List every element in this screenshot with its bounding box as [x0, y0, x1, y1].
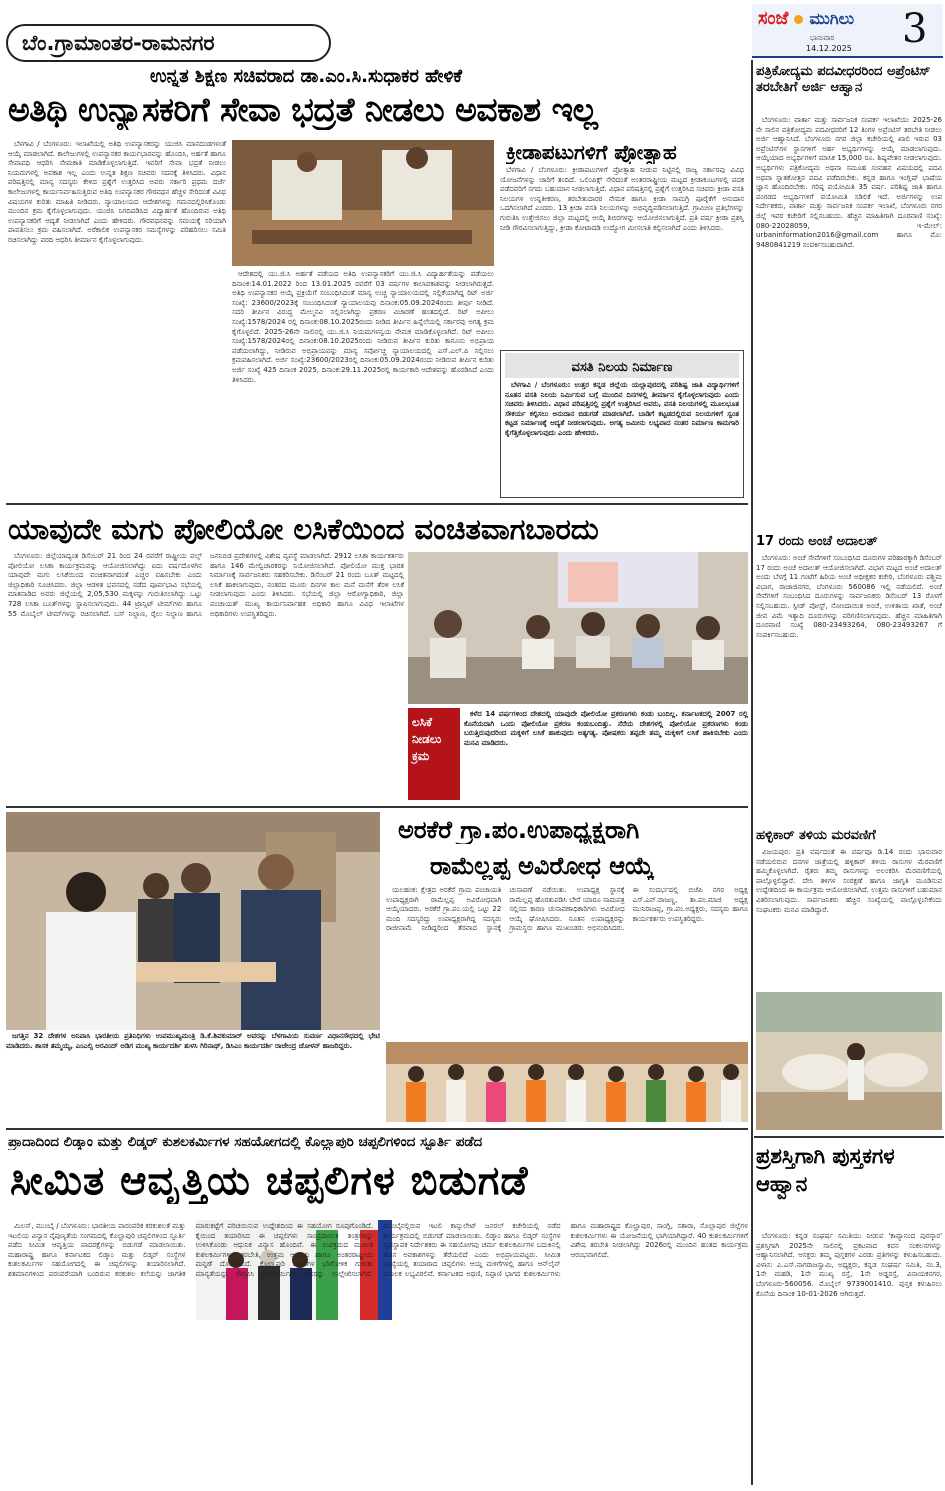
story2-body	[500, 166, 744, 348]
assembly-photo	[232, 140, 494, 266]
divider-2	[6, 806, 748, 808]
right-col-divider	[751, 60, 753, 1485]
story1-body-text: ಬೆಳಗಾವಿ / ಬೆಂಗಳೂರು: ಇಲಾಖೆಯಲ್ಲಿ ಅತಿಥಿ ಉಪನ್ಯಾಸಕರನ್ನು ಯುಜಿಸಿ ಮಾನದಂಡಗಳಂತೆ ಆಯ್ಕೆ ಮಾಡಲಾಗಿದೆ. ಕಾಲೇಜುಗಳಲ್ಲಿ ಉಪನ್ಯಾಸಕರ ಕಾರ್ಯಭಾರವನ್ನು ಹೊಂದಿಸಿ, ಅರ್ಹತೆ ಹಾಗೂ ಸೇವಾವಧಿ ಆಧರಿಸಿ ನೇಮಕಾತಿ ಮಾಡಿಕೊಳ್ಳಲಾಗುತ್ತಿದೆ. ಇವರಿಗೆ ಸೇವಾ ಭದ್ರತೆ ನೀಡಲು ನಿಯಮಗಳಲ್ಲಿ ಅವಕಾಶ ಇಲ್ಲ ಎಂದು ಉನ್ನತ ಶಿಕ್ಷಣ ಸಚಿವರು ಸದನಕ್ಕೆ ತಿಳಿಸಿದರು. ವಿಧಾನ ಪರಿಷತ್ತಿನಲ್ಲಿ ಮಾನ್ಯ ಸದಸ್ಯರು ಕೇಳಿದ ಪ್ರಶ್ನೆಗೆ ಉತ್ತರಿಸಿದ ಅವರು ಸರ್ಕಾರಿ ಪ್ರಥಮ ದರ್ಜೆ ಕಾಲೇಜುಗಳಲ್ಲಿ ಕಾರ್ಯನಿರ್ವಹಿಸುತ್ತಿರುವ ಅತಿಥಿ ಉಪನ್ಯಾಸಕರ ಗೌರವಧನ ಹೆಚ್ಚಳ ಸೇರಿದಂತೆ ವಿವಿಧ ವಿಷಯಗಳ ಕುರಿತು ಮಾಹಿತಿ ನೀಡಿದರು. ನ್ಯಾಯಾಲಯದ ಆದೇಶಗಳನ್ನು ಗಮನದಲ್ಲಿರಿಸಿಕೊಂಡು ಮುಂದಿನ ಕ್ರಮ ಕೈಗೊಳ್ಳಲಾಗುವುದು. ಯುಜಿಸಿ ನಿಗದಿಪಡಿಸಿದ ವಿದ್ಯಾರ್ಹತೆ ಹೊಂದಿರುವ ಅತಿಥಿ ಉಪನ್ಯಾಸಕರಿಗೆ ಆದ್ಯತೆ ನೀಡಲಾಗಿದೆ ಎಂದು ಹೇಳಿದರು. ಗೌರವಧನವನ್ನು ಸಮಯಕ್ಕೆ ಸರಿಯಾಗಿ ಪಾವತಿಸಲು ಕ್ರಮ ವಹಿಸಲಾಗಿದೆ. ಅರೆಕಾಲಿಕ ಉಪನ್ಯಾಸಕರ ಸಮಸ್ಯೆಗಳನ್ನು ಪರಿಹರಿಸಲು ಸಮಿತಿ ರಚಿಸಲಾಗಿದ್ದು ವರದಿ ಆಧರಿಸಿ ತೀರ್ಮಾನ ಕೈಗೊಳ್ಳಲಾಗುವುದು.	[8, 140, 226, 244]
story5-headline-line1: ಅರಕೆರೆ ಗ್ರಾ.ಪಂ.ಉಪಾಧ್ಯಕ್ಷರಾಗಿ	[398, 816, 640, 844]
story3-headline: ವಸತಿ ನಿಲಯ ನಿರ್ಮಾಣ	[571, 360, 673, 375]
story6-headline: ಸೀಮಿತ ಆವೃತ್ತಿಯ ಚಪ್ಪಲಿಗಳ ಬಿಡುಗಡೆ	[10, 1158, 529, 1204]
dk-shivakumar-photo-art	[6, 812, 380, 1030]
story1-headline: ಅತಿಥಿ ಉನ್ಯಾಸಕರಿಗೆ ಸೇವಾ ಭದ್ರತೆ ನೀಡಲು ಅವಕಾಶ ಇಲ್ಲ	[8, 90, 598, 129]
polio-sidebar-label-box	[408, 708, 460, 800]
story2-body-text: ಬೆಳಗಾವಿ / ಬೆಂಗಳೂರು: ಕ್ರೀಡಾಪಟುಗಳಿಗೆ ಪ್ರೋತ್ಸಾಹ ನೀಡುವ ನಿಟ್ಟಿನಲ್ಲಿ ರಾಜ್ಯ ಸರ್ಕಾರವು ವಿವಿಧ ಯೋಜನೆಗಳನ್ನು ಜಾರಿಗೆ ತಂದಿದೆ. ಒಲಿಂಪಿಕ್ಸ್ ಸೇರಿದಂತೆ ಅಂತರರಾಷ್ಟ್ರೀಯ ಮಟ್ಟದ ಕ್ರೀಡಾಕೂಟಗಳಲ್ಲಿ ಪದಕ ಪಡೆದವರಿಗೆ ನಗದು ಬಹುಮಾನ ನೀಡಲಾಗುತ್ತಿದೆ. ವಿಧಾನ ಪರಿಷತ್ತಿನಲ್ಲಿ ಪ್ರಶ್ನೆಗೆ ಉತ್ತರಿಸಿದ ಸಚಿವರು ಕ್ರೀಡಾ ವಸತಿ ನಿಲಯಗಳ ಉನ್ನತೀಕರಣ, ತರಬೇತುದಾರರ ನೇಮಕ ಹಾಗೂ ಕ್ರೀಡಾ ಸಾಮಗ್ರಿ ಪೂರೈಕೆಗೆ ಅನುದಾನ ಒದಗಿಸಲಾಗಿದೆ ಎಂದರು. 13 ಕ್ರೀಡಾ ವಸತಿ ನಿಲಯಗಳನ್ನು ಅಭಿವೃದ್ಧಿಪಡಿಸಲಾಗುತ್ತಿದೆ. ಗ್ರಾಮೀಣ ಪ್ರತಿಭೆಗಳನ್ನು ಗುರುತಿಸಿ ಉತ್ತೇಜಿಸಲು ಜಿಲ್ಲಾ ಮಟ್ಟದಲ್ಲಿ ಆಯ್ಕೆ ಶಿಬಿರಗಳನ್ನು ಆಯೋಜಿಸಲಾಗುತ್ತಿದೆ. ಪ್ರತಿ ವರ್ಷ ಕ್ರೀಡಾ ಪ್ರಶಸ್ತಿ ನೀಡಿ ಗೌರವಿಸಲಾಗುತ್ತಿದ್ದು, ಕ್ರೀಡಾ ಕೋಟಾದಡಿ ಉದ್ಯೋಗ ಮೀಸಲಾತಿ ಕಲ್ಪಿಸಲಾಗಿದೆ ಎಂದು ತಿಳಿಸಿದರು.	[500, 166, 744, 232]
right-story-d-body	[756, 1232, 942, 1484]
right-story-a-headline: ಪತ್ರಿಕೋದ್ಯಮ ಪದವೀಧರರಿಂದ ಅಪ್ರೆಂಟಿಸ್ ತರಬೇತಿಗೆ ಅರ್ಜಿ ಆಹ್ವಾನ	[756, 64, 931, 95]
story3-body	[505, 381, 739, 493]
right-story-d-headline: ಪ್ರಶಸ್ತಿಗಾಗಿ ಪುಸ್ತಕಗಳ ಆಹ್ವಾನ	[756, 1144, 895, 1196]
dk-shivakumar-photo	[6, 812, 380, 1030]
right-story-b-headline: 17 ರಂದು ಅಂಚೆ ಅದಾಲತ್	[756, 534, 878, 549]
story1-body-cont	[232, 270, 494, 498]
polio-sidebar-text-body: ಕಳೆದ 14 ವರ್ಷಗಳಿಂದ ದೇಶದಲ್ಲಿ ಯಾವುದೇ ಪೋಲಿಯೋ ಪ್ರಕರಣಗಳು ಕಂಡು ಬಂದಿಲ್ಲ. ಕರ್ನಾಟಕದಲ್ಲಿ 2007 ರಲ್ಲಿ ಕೊನೆಯದಾಗಿ ಒಂದು ಪೋಲಿಯೋ ಪ್ರಕರಣ ಕಂಡುಬಂದಿತ್ತು. ನೆರೆಯ ದೇಶಗಳಲ್ಲಿ ಪೋಲಿಯೋ ಪ್ರಕರಣಗಳು ಕಂಡು ಬರುತ್ತಿರುವುದರಿಂದ ಮಕ್ಕಳಿಗೆ ಲಸಿಕೆ ಹಾಕುವುದು ಅತ್ಯಗತ್ಯ. ಪೋಷಕರು ತಪ್ಪದೇ ತಮ್ಮ ಮಕ್ಕಳಿಗೆ ಲಸಿಕೆ ಹಾಕಿಸಬೇಕು ಎಂದು ಮನವಿ ಮಾಡಿದರು.	[464, 710, 748, 747]
right-story-d-text: ಬೆಂಗಳೂರು: ಕನ್ನಡ ಸಂಘರ್ಷ ಸಮಿತಿಯು ನೀಡುವ 'ಕಾವ್ಯಾನಂದ ಪುರಸ್ಕಾರ' ಪ್ರಶಸ್ತಿಗಾಗಿ 2025ನೇ ಸಾಲಿನಲ್ಲಿ ಪ್ರಕಟವಾದ ಕವನ ಸಂಕಲನಗಳನ್ನು ಆಹ್ವಾನಿಸಲಾಗಿದೆ. ಆಸಕ್ತರು ತಮ್ಮ ಪುಸ್ತಕಗಳ ಎರಡು ಪ್ರತಿಗಳನ್ನು ಕಳುಹಿಸಬಹುದು. ವಿಳಾಸ: ಎ.ಎಸ್.ನಾಗರಾಜಸ್ವಾಮಿ, ಅಧ್ಯಕ್ಷರು, ಕನ್ನಡ ಸಂಘರ್ಷ ಸಮಿತಿ, ನಂ.3, 1ನೇ ಮಹಡಿ, 1ನೇ ಮುಖ್ಯ ರಸ್ತೆ, 1ನೇ ಅಡ್ಡರಸ್ತೆ, ವಿನಾಯಕನಗರ, ಬೆಂಗಳೂರು-560056. ಮೊಬೈಲ್ 9739001410. ಪುಸ್ತಕ ಕಳುಹಿಸಲು ಕೊನೆಯ ದಿನಾಂಕ 10-01-2026 ಆಗಿರುತ್ತದೆ.	[756, 1232, 942, 1298]
arakere-group-photo-art	[386, 1042, 748, 1122]
story3-headline-bar	[505, 353, 739, 378]
story3-body-text: ಬೆಳಗಾವಿ / ಬೆಂಗಳೂರು: ಉತ್ತರ ಕನ್ನಡ ಜಿಲ್ಲೆಯ ಯಲ್ಲಾಪುರದಲ್ಲಿ ಪರಿಶಿಷ್ಟ ಜಾತಿ ವಿದ್ಯಾರ್ಥಿಗಳಿಗೆ ನೂತನ ವಸತಿ ನಿಲಯ ನಿರ್ಮಿಸುವ ಬಗ್ಗೆ ಮುಂದಿನ ದಿನಗಳಲ್ಲಿ ತೀರ್ಮಾನ ಕೈಗೊಳ್ಳಲಾಗುವುದು ಎಂದು ಸಚಿವರು ತಿಳಿಸಿದರು. ವಿಧಾನ ಪರಿಷತ್ತಿನಲ್ಲಿ ಪ್ರಶ್ನೆಗೆ ಉತ್ತರಿಸಿದ ಅವರು, ವಸತಿ ನಿಲಯಗಳಲ್ಲಿ ಮೂಲಭೂತ ಸೌಕರ್ಯ ಕಲ್ಪಿಸಲು ಅನುದಾನ ಬಿಡುಗಡೆ ಮಾಡಲಾಗಿದೆ. ಬಾಡಿಗೆ ಕಟ್ಟಡದಲ್ಲಿರುವ ನಿಲಯಗಳಿಗೆ ಸ್ವಂತ ಕಟ್ಟಡ ನಿರ್ಮಾಣಕ್ಕೆ ಆದ್ಯತೆ ನೀಡಲಾಗುವುದು. ಅಗತ್ಯ ಜಮೀನು ಲಭ್ಯವಾದ ನಂತರ ನಿರ್ಮಾಣ ಕಾಮಗಾರಿ ಕೈಗೆತ್ತಿಕೊಳ್ಳಲಾಗುವುದು ಎಂದು ಹೇಳಿದರು.	[505, 381, 739, 437]
story6-body-text: ಮಿಲನ್, ಮುಂಬೈ / ಬೆಂಗಳೂರು: ಭಾರತೀಯ ಪಾರಂಪರಿಕ ಕರಕುಶಲತೆ ಮತ್ತು ಇಟಲಿಯ ವಿನ್ಯಾಸ ನೈಪುಣ್ಯತೆಯ ಸಂಗಮದಲ್ಲಿ ಕೊಲ್ಹಾಪುರಿ ಚಪ್ಪಲಿಗಳಿಂದ ಸ್ಫೂರ್ತಿ ಪಡೆದ ಸೀಮಿತ ಆವೃತ್ತಿಯ ಪಾದರಕ್ಷೆಗಳನ್ನು ಬಿಡುಗಡೆ ಮಾಡಲಾಯಿತು. ಮಹಾರಾಷ್ಟ್ರ ಹಾಗೂ ಕರ್ನಾಟಕದ ಲಿಡ್ಕಾಂ ಮತ್ತು ಲಿಡ್ಕರ್ ಸಂಸ್ಥೆಗಳ ಕುಶಲಕರ್ಮಿಗಳ ಸಹಯೋಗದಲ್ಲಿ ಈ ಚಪ್ಪಲಿಗಳನ್ನು ತಯಾರಿಸಲಾಗಿದೆ. ಶತಮಾನಗಳಿಂದ ಪರಂಪರೆಯಾಗಿ ಬಂದಿರುವ ಕರಕುಶಲ ಕಲೆಯನ್ನು ಜಾಗತಿಕ ಮಾರುಕಟ್ಟೆಗೆ ಪರಿಚಯಿಸುವ ಉದ್ದೇಶದಿಂದ ಈ ಸಹಯೋಗ ರೂಪುಗೊಂಡಿದೆ. ಕೈಯಿಂದ ತಯಾರಿಸಿದ ಈ ಚಪ್ಪಲಿಗಳು ಸಾಂಪ್ರದಾಯಿಕ ತಂತ್ರಗಳನ್ನು ಉಳಿಸಿಕೊಂಡು ಆಧುನಿಕ ವಿನ್ಯಾಸ ಹೊಂದಿವೆ. ಈ ಉಪಕ್ರಮದ ಮೂಲಕ ಕುಶಲಕರ್ಮಿಗಳಿಗೆ ತರಬೇತಿ, ಉತ್ತಮ ಆದಾಯ ಹಾಗೂ ಅಂತರರಾಷ್ಟ್ರೀಯ ಮನ್ನಣೆ ದೊರೆಯಲಿದೆ. ಕೊಲ್ಹಾಪುರಿ ಚಪ್ಪಲಿಗಳ ಭೌಗೋಳಿಕ ಗುರುತು ಮಾನ್ಯತೆಯನ್ನು ಗೌರವಿಸಿ ಕುಶಲಕರ್ಮಿಗಳ ಹೆಸರನ್ನು ಉಲ್ಲೇಖಿಸಲಾಗಿದೆ. ಮುಂಬೈನಲ್ಲಿರುವ ಇಟಲಿ ಕಾನ್ಸುಲೇಟ್ ಜನರಲ್ ಕಚೇರಿಯಲ್ಲಿ ನಡೆದ ಕಾರ್ಯಕ್ರಮದಲ್ಲಿ ಬಿಡುಗಡೆ ಮಾಡಲಾಯಿತು. ಲಿಡ್ಕಾಂ ಹಾಗೂ ಲಿಡ್ಕರ್ ಸಂಸ್ಥೆಗಳ ವ್ಯವಸ್ಥಾಪಕ ನಿರ್ದೇಶಕರು ಈ ಸಹಯೋಗವು ಚರ್ಮ ಕುಶಲಕರ್ಮಿಗಳ ಬದುಕಿನಲ್ಲಿ ಹೊಸ ಅವಕಾಶಗಳನ್ನು ತೆರೆಯಲಿದೆ ಎಂದು ಅಭಿಪ್ರಾಯಪಟ್ಟರು. ಸೀಮಿತ ಸಂಖ್ಯೆಯಲ್ಲಿ ತಯಾರಾದ ಚಪ್ಪಲಿಗಳು ಆಯ್ದ ಮಳಿಗೆಗಳಲ್ಲಿ ಹಾಗೂ ಆನ್‌ಲೈನ್ ಮೂಲಕ ಲಭ್ಯವಿರಲಿವೆ. ಕರ್ನಾಟಕದ ಅಥಣಿ, ನಿಪ್ಪಾಣಿ ಭಾಗದ ಕುಶಲಕರ್ಮಿಗಳು ಹಾಗೂ ಮಹಾರಾಷ್ಟ್ರದ ಕೊಲ್ಹಾಪುರ, ಸಾಂಗ್ಲಿ, ಸತಾರಾ, ಸೊಲ್ಲಾಪುರ ಜಿಲ್ಲೆಗಳ ಕುಶಲಕರ್ಮಿಗಳು ಈ ಯೋಜನೆಯಲ್ಲಿ ಭಾಗಿಯಾಗಿದ್ದಾರೆ. 40 ಕುಶಲಕರ್ಮಿಗಳಿಗೆ ವಿಶೇಷ ತರಬೇತಿ ನೀಡಲಾಗಿದ್ದು 2026ರಲ್ಲಿ ಮುಂದಿನ ಹಂತದ ಕಾರ್ಯಕ್ರಮ ಆರಂಭವಾಗಲಿದೆ.	[8, 1222, 748, 1278]
section-tag: ಬೆಂ.ಗ್ರಾಮಾಂತರ-ರಾಮನಗರ	[22, 30, 215, 55]
polio-sidebar-label: ಲಸಿಕೆ ನೀಡಲು ಕ್ರಮ	[412, 715, 442, 763]
sun-icon	[794, 15, 803, 24]
story4-body	[8, 552, 404, 802]
logo	[758, 8, 854, 29]
polio-meeting-photo	[408, 552, 748, 704]
masthead-logo-block	[752, 4, 943, 58]
story5-body	[386, 886, 748, 1038]
dk-photo-caption-text: ಜಗತ್ತಿನ 32 ದೇಶಗಳ ಅನಿವಾಸಿ ಭಾರತೀಯ ಪ್ರತಿನಿಧಿಗಳು ಉಪಮುಖ್ಯಮಂತ್ರಿ ಡಿ.ಕೆ.ಶಿವಕುಮಾರ್ ಅವರನ್ನು ಬೆಳಗಾವಿಯ ಸುವರ್ಣ ವಿಧಾನಸೌಧದಲ್ಲಿ ಭೇಟಿ ಮಾಡಿದರು. ಶಾಸಕ ತಮ್ಮಯ್ಯ, ಎಂಎಲ್ಸಿ ಅರವಿಂದ್ ಅಡಿಗ ಮುಖ್ಯ ಕಾರ್ಯದರ್ಶಿ ತುಳಸಿ ಗಿರಿನಾಥ್, ಡಿಸಿಎಂ ಕಾರ್ಯದರ್ಶಿ ರಾಜೇಂದ್ರ ಚೋಳನ್ ಹಾಜರಿದ್ದರು.	[6, 1032, 380, 1050]
right-story-c-text: ವಿಜಯಪುರ: ಪ್ರತಿ ವರ್ಷದಂತೆ ಈ ವರ್ಷವೂ ಡಿ.14 ರಂದು ಭಾನುವಾರ ನಡೆಯಲಿರುವ ದನಗಳ ಜಾತ್ರೆಯಲ್ಲಿ ಹಳ್ಳಿಕಾರ್ ತಳಿಯ ರಾಸುಗಳ ಮೆರವಣಿಗೆ ಹಮ್ಮಿಕೊಳ್ಳಲಾಗಿದೆ. ರೈತರು ತಮ್ಮ ರಾಸುಗಳನ್ನು ಅಲಂಕರಿಸಿ ಮೆರವಣಿಗೆಯಲ್ಲಿ ಪಾಲ್ಗೊಳ್ಳಲಿದ್ದಾರೆ. ದೇಸಿ ತಳಿಗಳ ಸಂರಕ್ಷಣೆ ಹಾಗೂ ಜಾಗೃತಿ ಮೂಡಿಸುವ ಉದ್ದೇಶದಿಂದ ಈ ಕಾರ್ಯಕ್ರಮ ಆಯೋಜಿಸಲಾಗಿದೆ. ಉತ್ತಮ ರಾಸುಗಳಿಗೆ ಬಹುಮಾನ ವಿತರಿಸಲಾಗುವುದು. ಸಾರ್ವಜನಿಕರು ಹೆಚ್ಚಿನ ಸಂಖ್ಯೆಯಲ್ಲಿ ಪಾಲ್ಗೊಳ್ಳಬೇಕೆಂದು ಸಂಘಟಕರು ಮನವಿ ಮಾಡಿದ್ದಾರೆ.	[756, 848, 942, 914]
story6-body	[8, 1222, 748, 1484]
right-story-c-headline: ಹಳ್ಳಿಕಾರ್ ತಳಿಯ ಮರವಣಿಗೆ	[756, 828, 876, 843]
story1-kicker: ಉನ್ನತ ಶಿಕ್ಷಣ ಸಚಿವರಾದ ಡಾ.ಎಂ.ಸಿ.ಸುಧಾಕರ ಹೇಳಿಕೆ	[150, 66, 463, 87]
story2-headline: ಕ್ರೀಡಾಪಟುಗಳಿಗೆ ಪ್ರೋತ್ಸಾಹ	[506, 140, 677, 164]
logo-part-1: ಸಂಜೆ	[758, 8, 789, 29]
divider-3	[6, 1128, 748, 1130]
hallikar-cattle-photo	[756, 992, 942, 1130]
dk-photo-caption	[6, 1032, 380, 1062]
story3-box	[500, 350, 744, 498]
story5-body-text: ಯಲಹಂಕ: ಕ್ಷೇತ್ರದ ಅರಕೆರೆ ಗ್ರಾಮ ಪಂಚಾಯತಿ ಉಪಾಧ್ಯಕ್ಷರಾಗಿ ರಾಮೆಲ್ಲಪ್ಪ ಅವಿರೋಧವಾಗಿ ಆಯ್ಕೆಯಾದರು. ಅರಕೆರೆ ಗ್ರಾ.ಪಂ.ಯಲ್ಲಿ ಒಟ್ಟು 22 ಮಂದಿ ಸದಸ್ಯರಿದ್ದು ಉಪಾಧ್ಯಕ್ಷರಾಗಿದ್ದ ಸದಸ್ಯರು ರಾಜೀನಾಮೆ ನೀಡಿದ್ದರಿಂದ ತೆರವಾದ ಸ್ಥಾನಕ್ಕೆ ಚುನಾವಣೆ ನಡೆಯಿತು. ಉಪಾಧ್ಯಕ್ಷ ಸ್ಥಾನಕ್ಕೆ ರಾಮೆಲ್ಲಪ್ಪ ಹೊರತುಪಡಿಸಿ ಬೇರೆ ಯಾರೂ ನಾಮಪತ್ರ ಸಲ್ಲಿಸದ ಕಾರಣ ಚುನಾವಣಾಧಿಕಾರಿಗಳು ಅವಿರೋಧ ಆಯ್ಕೆ ಘೋಷಿಸಿದರು. ನೂತನ ಉಪಾಧ್ಯಕ್ಷರನ್ನು ಗ್ರಾಮಸ್ಥರು ಹಾಗೂ ಮುಖಂಡರು ಅಭಿನಂದಿಸಿದರು. ಈ ಸಂದರ್ಭದಲ್ಲಿ ಬಿಜೆಪಿ ನಗರ ಅಧ್ಯಕ್ಷ ಎಸ್.ಎನ್.ರಾಜಣ್ಣ, ತಾ.ಪಂ.ಮಾಜಿ ಅಧ್ಯಕ್ಷ ಮುನಿರಾಜಪ್ಪ, ಗ್ರಾ.ಪಂ.ಅಧ್ಯಕ್ಷರು, ಸದಸ್ಯರು ಹಾಗೂ ಕಾರ್ಯಕರ್ತರು ಉಪಸ್ಥಿತರಿದ್ದರು.	[386, 886, 748, 933]
logo-part-2: ಮುಗಿಲು	[809, 9, 855, 28]
story4-body-text: ಬೆಂಗಳೂರು: ಜಿಲ್ಲೆಯಾದ್ಯಂತ ಡಿಸೆಂಬರ್ 21 ರಿಂದ 24 ರವರೆಗೆ ರಾಷ್ಟ್ರೀಯ ಪಲ್ಸ್ ಪೋಲಿಯೋ ಲಸಿಕಾ ಕಾರ್ಯಕ್ರಮವನ್ನು ಆಯೋಜಿಸಲಾಗಿದ್ದು ಐದು ವರ್ಷದೊಳಗಿನ ಯಾವುದೇ ಮಗು ಲಸಿಕೆಯಿಂದ ವಂಚಿತವಾಗದಂತೆ ಎಚ್ಚರ ವಹಿಸಬೇಕು ಎಂದು ಜಿಲ್ಲಾಧಿಕಾರಿ ಸೂಚಿಸಿದರು. ಜಿಲ್ಲಾ ಆಡಳಿತ ಭವನದಲ್ಲಿ ನಡೆದ ಪೂರ್ವಭಾವಿ ಸಭೆಯಲ್ಲಿ ಮಾತನಾಡಿದ ಅವರು ಜಿಲ್ಲೆಯಲ್ಲಿ 2,05,530 ಮಕ್ಕಳನ್ನು ಗುರುತಿಸಲಾಗಿದ್ದು ಒಟ್ಟು 728 ಲಸಿಕಾ ಬೂತ್‌ಗಳನ್ನು ಸ್ಥಾಪಿಸಲಾಗುವುದು. 44 ಟ್ರಾನ್ಸಿಟ್ ಟೀಮ್‌ಗಳು ಹಾಗೂ 55 ಮೊಬೈಲ್ ಟೀಮ್‌ಗಳನ್ನು ರಚಿಸಲಾಗಿದೆ. ಬಸ್ ನಿಲ್ದಾಣ, ರೈಲು ನಿಲ್ದಾಣ ಹಾಗೂ ಜನನಿಬಿಡ ಪ್ರದೇಶಗಳಲ್ಲಿ ವಿಶೇಷ ವ್ಯವಸ್ಥೆ ಮಾಡಲಾಗಿದೆ. 2912 ಲಸಿಕಾ ಕಾರ್ಯಕರ್ತರು ಹಾಗೂ 146 ಮೇಲ್ವಿಚಾರಕರನ್ನು ನಿಯೋಜಿಸಲಾಗಿದೆ. ಪೋಲಿಯೋ ಮುಕ್ತ ಭಾರತ ನಿರ್ಮಾಣಕ್ಕೆ ಸಾರ್ವಜನಿಕರು ಸಹಕರಿಸಬೇಕು. ಡಿಸೆಂಬರ್ 21 ರಂದು ಬೂತ್ ಮಟ್ಟದಲ್ಲಿ ಲಸಿಕೆ ಹಾಕಲಾಗುವುದು, ನಂತರದ ಮೂರು ದಿನಗಳ ಕಾಲ ಮನೆ ಮನೆಗೆ ತೆರಳಿ ಲಸಿಕೆ ನೀಡಲಾಗುವುದು ಎಂದು ತಿಳಿಸಿದರು. ಸಭೆಯಲ್ಲಿ ಜಿಲ್ಲಾ ಆರೋಗ್ಯಾಧಿಕಾರಿ, ಜಿಲ್ಲಾ ಪಂಚಾಯತ್ ಮುಖ್ಯ ಕಾರ್ಯನಿರ್ವಾಹಕ ಅಧಿಕಾರಿ ಹಾಗೂ ವಿವಿಧ ಇಲಾಖೆಗಳ ಅಧಿಕಾರಿಗಳು ಉಪಸ್ಥಿತರಿದ್ದರು.	[8, 552, 404, 618]
page-number: 3	[902, 6, 928, 52]
assembly-photo-art	[232, 140, 494, 266]
story4-headline: ಯಾವುದೇ ಮಗು ಪೋಲಿಯೋ ಲಸಿಕೆಯಿಂದ ವಂಚಿತವಾಗಬಾರದು	[8, 512, 599, 546]
divider-right	[754, 1136, 944, 1138]
divider-1	[6, 503, 748, 505]
right-story-b-text: ಬೆಂಗಳೂರು: ಅಂಚೆ ಸೇವೆಗಳಿಗೆ ಸಂಬಂಧಿಸಿದ ದೂರುಗಳ ಪರಿಹಾರಕ್ಕಾಗಿ ಡಿಸೆಂಬರ್ 17 ರಂದು ಅಂಚೆ ಅದಾಲತ್ ಆಯೋಜಿಸಲಾಗಿದೆ. ವಿಭಾಗ ಮಟ್ಟದ ಅಂಚೆ ಅದಾಲತ್ ಅಂದು ಬೆಳಗ್ಗೆ 11 ಗಂಟೆಗೆ ಹಿರಿಯ ಅಂಚೆ ಅಧೀಕ್ಷಕರ ಕಚೇರಿ, ಬೆಂಗಳೂರು ಪಶ್ಚಿಮ ವಿಭಾಗ, ರಾಜಾಜಿನಗರ, ಬೆಂಗಳೂರು 560086 ಇಲ್ಲಿ ನಡೆಯಲಿದೆ. ಅಂಚೆ ಸೇವೆಗಳಿಗೆ ಸಂಬಂಧಿಸಿದ ದೂರುಗಳನ್ನು ಸಾರ್ವಜನಿಕರು ಡಿಸೆಂಬರ್ 13 ರೊಳಗೆ ಸಲ್ಲಿಸಬಹುದು. ಸ್ಪೀಡ್ ಪೋಸ್ಟ್, ನೋಂದಾಯಿತ ಅಂಚೆ, ಉಳಿತಾಯ ಖಾತೆ, ಅಂಚೆ ಜೀವ ವಿಮೆ ಇತ್ಯಾದಿ ದೂರುಗಳನ್ನು ಪರಿಗಣಿಸಲಾಗುವುದು. ಹೆಚ್ಚಿನ ಮಾಹಿತಿಗಾಗಿ ದೂರವಾಣಿ ಸಂಖ್ಯೆ 080-23493264, 080-23493267 ಗೆ ಸಂಪರ್ಕಿಸಬಹುದು.	[756, 554, 942, 639]
right-story-c-body	[756, 848, 942, 988]
story5-headline-line2: ರಾಮೆಲ್ಲಪ್ಪ ಅವಿರೋಧ ಆಯ್ಕೆ	[430, 852, 654, 880]
story6-kicker: ಪ್ರಾದಾದಿಂದ ಲಿಡ್ಕಾಂ ಮತ್ತು ಲಿಡ್ಕರ್ ಕುಶಲಕರ್ಮಿಗಳ ಸಹಯೋಗದಲ್ಲಿ ಕೊಲ್ಹಾಪುರಿ ಚಪ್ಪಲಿಗಳಿಂದ ಸ್ಫೂರ್ತಿ ಪಡೆದ	[8, 1134, 483, 1150]
masthead-day: ಭಾನುವಾರ	[810, 34, 835, 42]
right-story-b-body	[756, 554, 942, 822]
story1-body	[8, 140, 226, 498]
arakere-group-photo	[386, 1042, 748, 1122]
hallikar-cattle-photo-art	[756, 992, 942, 1130]
polio-meeting-photo-art	[408, 552, 748, 704]
right-story-a-body	[756, 116, 942, 530]
section-tag-box	[6, 24, 331, 62]
story1-body-cont-text: ಆದೇಶದಲ್ಲಿ ಯು.ಜಿ.ಸಿ ಅರ್ಹತೆ ಪಡೆಯದ ಅತಿಥಿ ಉಪನ್ಯಾಸಕರಿಗೆ ಯು.ಜಿ.ಸಿ ವಿದ್ಯಾರ್ಹತೆಯನ್ನು ಪಡೆಯಲು ದಿನಾಂಕ:14.01.2022 ರಿಂದ 13.01.2025 ರವರೆಗೆ 03 ವರ್ಷಗಳ ಕಾಲಾವಕಾಶವನ್ನು ನೀಡಲಾಗಿರುತ್ತದೆ. ಅತಿಥಿ ಉಪನ್ಯಾಸಕರ ಆಯ್ಕೆ ಪ್ರಕ್ರಿಯೆಗೆ ಸಂಬಂಧಿಸಿದಂತೆ ಮಾನ್ಯ ಉಚ್ಚ ನ್ಯಾಯಾಲಯದಲ್ಲಿ ಸಲ್ಲಿಕೆಯಾಗಿದ್ದ ರಿಟ್ ಅರ್ಜಿ ಸಂಖ್ಯೆ: 23600/2023ಕ್ಕೆ ಸಂಬಂಧಿಸಿದಂತೆ ನ್ಯಾಯಾಲಯವು ದಿನಾಂಕ:05.09.2024ರಂದು ತೀರ್ಪು ನೀಡಿದೆ. ಸದರಿ ತೀರ್ಪಿನ ವಿರುದ್ಧ ಮೇಲ್ಮನವಿ ಸಲ್ಲಿಸಲಾಗಿದ್ದು ಪ್ರಕರಣ ವಿಚಾರಣೆ ಹಂತದಲ್ಲಿದೆ. ರಿಟ್ ಅಪೀಲು ಸಂಖ್ಯೆ:1578/2024 ರಲ್ಲಿ ದಿನಾಂಕ:08.10.2025ರಂದು ನೀಡಿದ ತೀರ್ಪಿನ ಹಿನ್ನೆಲೆಯಲ್ಲಿ ಸರ್ಕಾರವು ಅಗತ್ಯ ಕ್ರಮ ಕೈಗೊಳ್ಳಲಿದೆ. 2025-26ನೇ ಸಾಲಿನಲ್ಲಿ ಯು.ಜಿ.ಸಿ ನಿಯಮಗಳನ್ವಯ ನೇಮಕ ಮಾಡಿಕೊಳ್ಳಲಾಗಿದೆ. ರಿಟ್ ಅಪೀಲು ಸಂಖ್ಯೆ:1578/2024ರಲ್ಲಿ ದಿನಾಂಕ:08.10.2025ರಂದು ನೀಡಿರುವ ತೀರ್ಪಿನ ಕುರಿತು ಕಾನೂನು ಅಭಿಪ್ರಾಯ ಪಡೆಯಲಾಗಿದ್ದು, ನೀಡಿರುವ ಅಭಿಪ್ರಾಯವನ್ನು ಮಾನ್ಯ ಸರ್ವೋಚ್ಚ ನ್ಯಾಯಾಲಯದಲ್ಲಿ ಎಸ್.ಎಲ್.ಪಿ ಸಲ್ಲಿಸಲು ಕ್ರಮವಹಿಸಲಾಗಿದೆ. ಅರ್ಜಿ ಸಂಖ್ಯೆ:23600/2023ರಲ್ಲಿ ದಿನಾಂಕ:05.09.2024ರಂದು ನೀಡಿರುವ ತೀರ್ಪಿನ ಕುರಿತು ಅರ್ಜಿ ಸಂಖ್ಯೆ 425 ದಿನಾಂಕ 2025, ದಿನಾಂಕ:29.11.2025ರಲ್ಲಿ ಕಾರ್ಯಕಾರಿ ಆದೇಶವನ್ನು ಹೊರಡಿಸಿದೆ ಎಂದು ತಿಳಿಸಿದರು.	[232, 270, 494, 384]
polio-sidebar-text	[464, 710, 748, 800]
right-story-a-text: ಬೆಂಗಳೂರು: ವಾರ್ತಾ ಮತ್ತು ಸಾರ್ವಜನಿಕ ಸಂಪರ್ಕ ಇಲಾಖೆಯು 2025-26 ನೇ ಸಾಲಿನ ಪತ್ರಿಕೋದ್ಯಮ ಪದವೀಧರರಿಗೆ 12 ತಿಂಗಳ ಅಪ್ರೆಂಟಿಸ್ ತರಬೇತಿ ನೀಡಲು ಅರ್ಜಿ ಆಹ್ವಾನಿಸಿದೆ. ಬೆಂಗಳೂರು ನಗರ ಜಿಲ್ಲಾ ಕಚೇರಿಯಲ್ಲಿ ಖಾಲಿ ಇರುವ 03 ಅಪ್ರೆಂಟಿಸ್‌ಗಳ ಸ್ಥಾನಗಳಿಗೆ ಅರ್ಹ ಅಭ್ಯರ್ಥಿಗಳನ್ನು ಆಯ್ಕೆ ಮಾಡಲಾಗುವುದು. ಆಯ್ಕೆಯಾದ ಅಭ್ಯರ್ಥಿಗಳಿಗೆ ಮಾಸಿಕ 15,000 ರೂ. ಶಿಷ್ಯವೇತನ ನೀಡಲಾಗುವುದು. ಅಭ್ಯರ್ಥಿಗಳು ಪತ್ರಿಕೋದ್ಯಮ ಅಥವಾ ಸಮೂಹ ಸಂವಹನ ವಿಷಯದಲ್ಲಿ ಪದವಿ ಅಥವಾ ಸ್ನಾತಕೋತ್ತರ ಪದವಿ ಪಡೆದಿರಬೇಕು. ಕನ್ನಡ ಹಾಗೂ ಇಂಗ್ಲಿಷ್ ಭಾಷೆಯ ಜ್ಞಾನ ಹೊಂದಿರಬೇಕು. ಗರಿಷ್ಠ ವಯೋಮಿತಿ 35 ವರ್ಷ. ಪರಿಶಿಷ್ಟ ಜಾತಿ ಹಾಗೂ ಪಂಗಡದ ಅಭ್ಯರ್ಥಿಗಳಿಗೆ ವಯೋಮಿತಿ ಸಡಿಲಿಕೆ ಇದೆ. ಅರ್ಜಿಗಳನ್ನು ಉಪ ನಿರ್ದೇಶಕರು, ವಾರ್ತಾ ಮತ್ತು ಸಾರ್ವಜನಿಕ ಸಂಪರ್ಕ ಇಲಾಖೆ, ಬೆಂಗಳೂರು ನಗರ ಜಿಲ್ಲೆ ಇವರ ಕಚೇರಿಗೆ ಸಲ್ಲಿಸಬಹುದು. ಹೆಚ್ಚಿನ ಮಾಹಿತಿಗಾಗಿ ದೂರವಾಣಿ ಸಂಖ್ಯೆ: 080-22028059, ಇ-ಮೇಲ್: urbaninformation2016@gmail.com ಹಾಗೂ ಮೊ: 9480841219 ಸಂಪರ್ಕಿಸಬಹುದಾಗಿದೆ.	[756, 116, 942, 249]
masthead-date: 14.12.2025	[806, 44, 852, 53]
